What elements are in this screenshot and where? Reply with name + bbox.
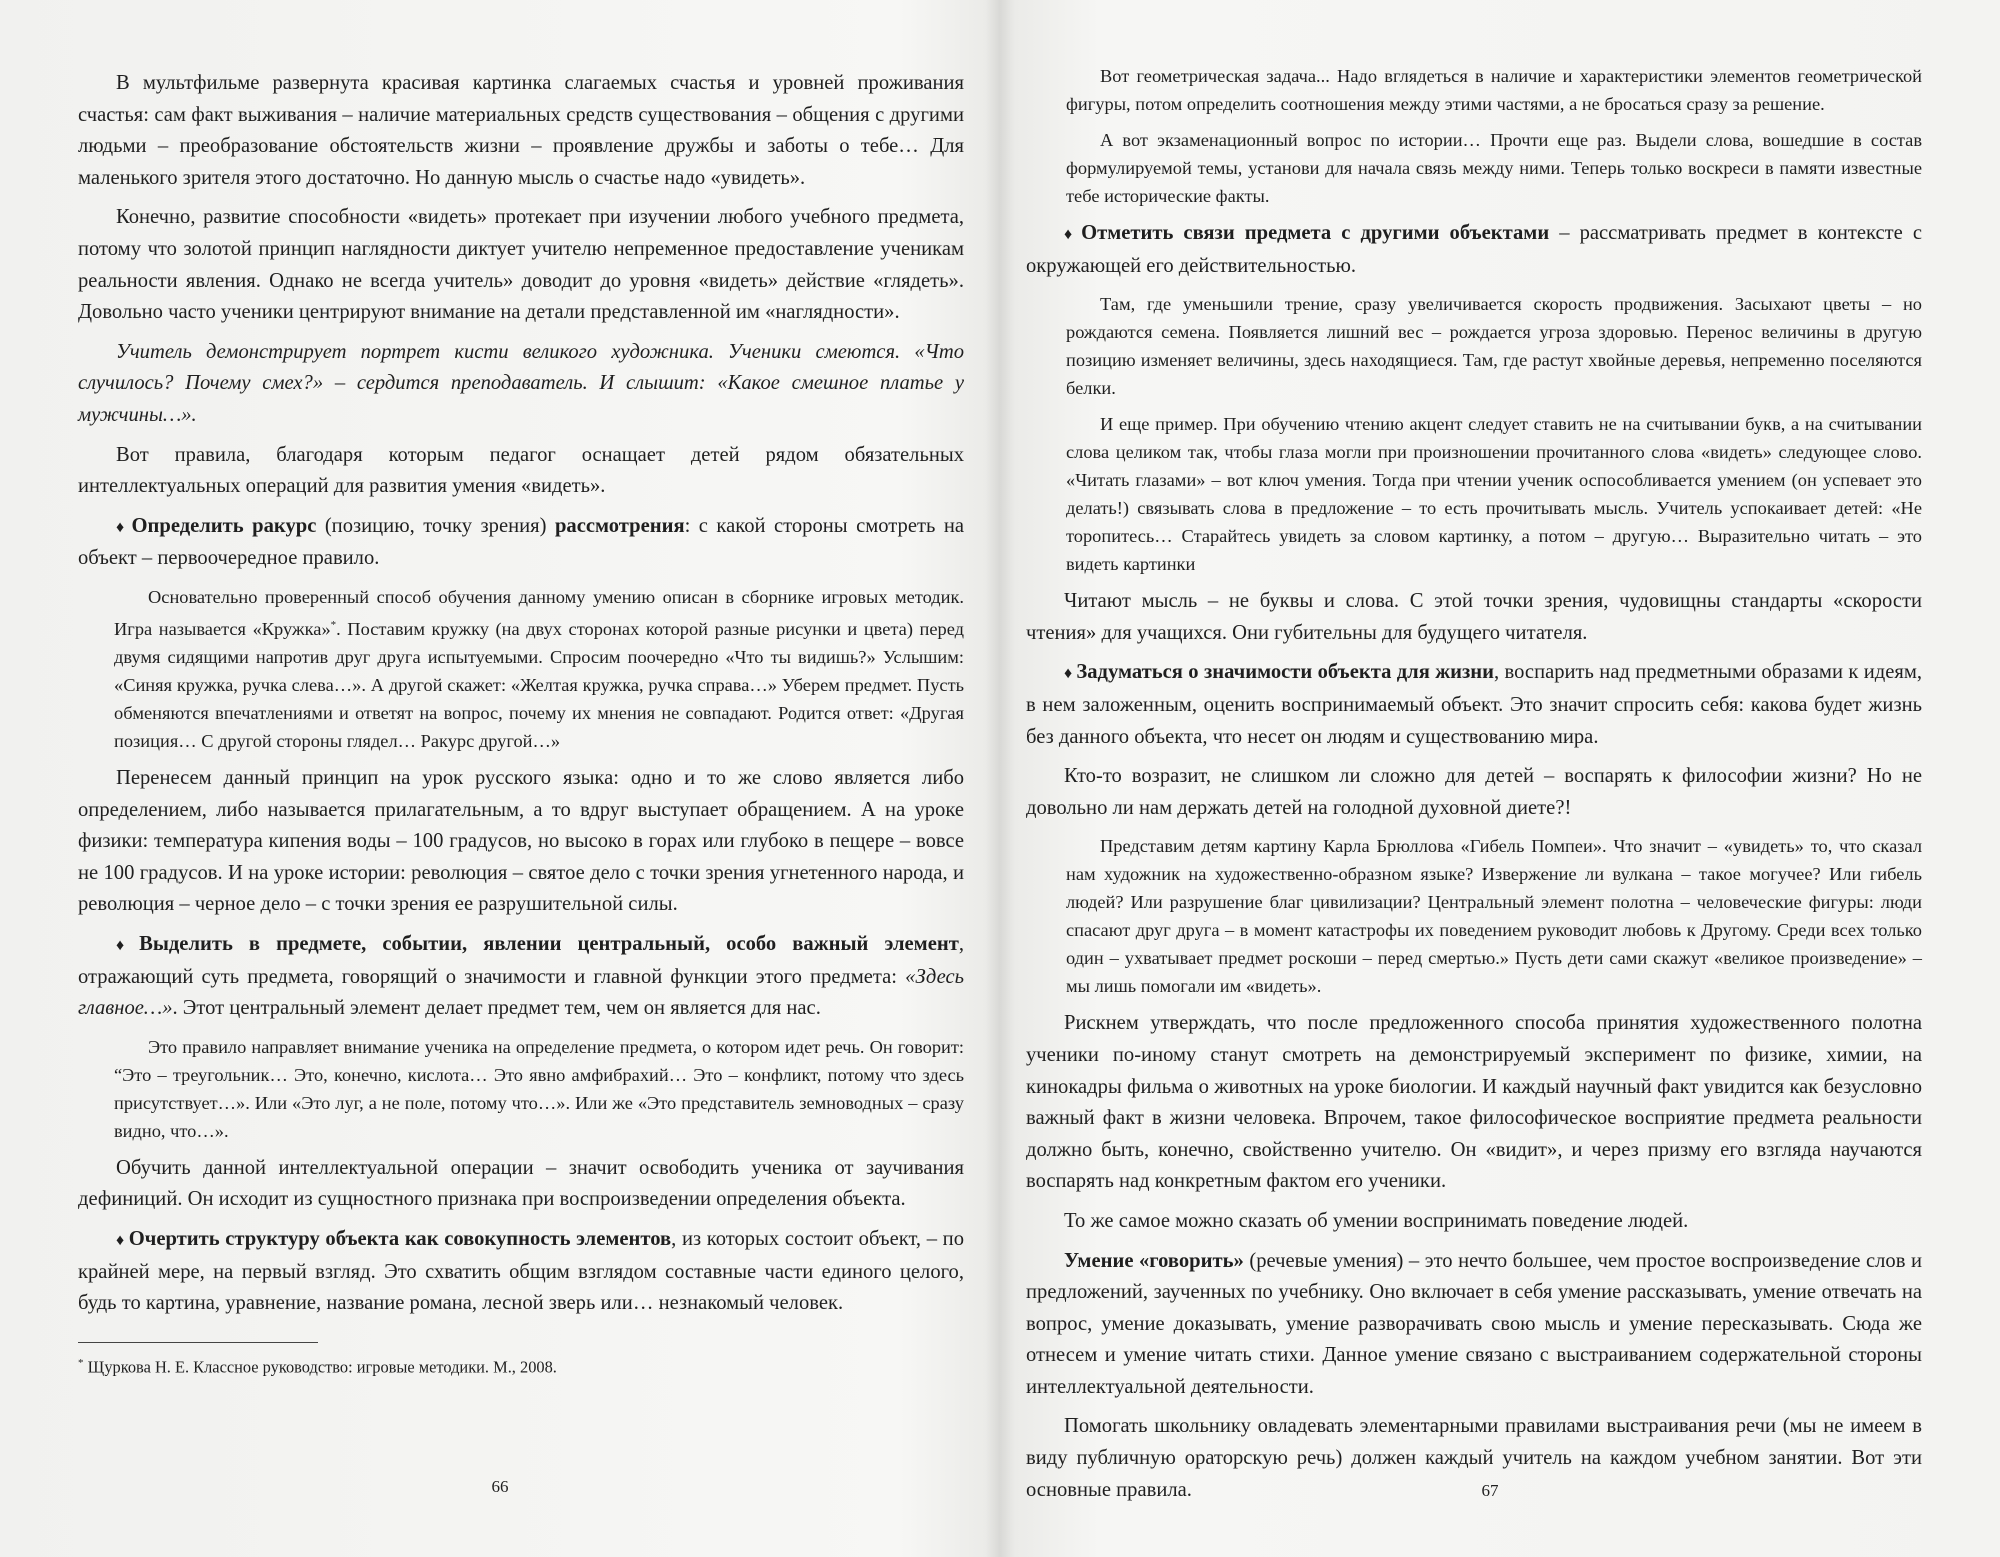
- rule-viewpoint-title-b: рассмотрения: [554, 514, 685, 537]
- paragraph-definitions: Обучить данной интеллектуальной операции – значит освободить ученика от заучивания дефиниций. Он исходит из сущностного признака при воспроизведении определения объекта.: [78, 1156, 964, 1211]
- paragraph-philosophy: Кто-то возразит, не слишком ли сложно для детей – воспарять к философии жизни? Но не довольно ли нам держать детей на голодной духовной диете?!: [1026, 765, 1922, 819]
- speaking-skill-text: (речевые умения) – это нечто большее, чем простое воспроизведение слов и предложений, заученных по учебнику. Оно включает в себя умение рассказывать, умение отвечать на вопрос, умение доказывать, умение разворачивать свою мысль и умение пересказывать. Сюда же отнесем и умение читать стихи. Данное умение связано с выстраиванием содержательной стороны интеллектуальной деятельности.: [1026, 1249, 1922, 1398]
- example-friction: Там, где уменьшили трение, сразу увеличивается скорость продвижения. Засыхают цветы – но рождаются семена. Появляется лишний вес – рождается угроза здоровью. Перенос величины в другую позицию изменяет величины, здесь находящиеся. Там, где растут хвойные деревья, непременно поселяются белки.: [1066, 294, 1922, 399]
- paragraph-ability-to-see: Конечно, развитие способности «видеть» протекает при изучении любого учебного предмета, потому что золотой принцип наглядности диктует учителю непременное предоставление ученикам реальности явления. Однако не всегда учитель» доводит до уровня «видеть» действие «глядеть». Довольно часто ученики центрируют внимание на детали представленной им «наглядности».: [78, 206, 964, 324]
- rule-central-element: [78, 929, 964, 1025]
- example-mug-game-b: . Поставим кружку (на двух сторонах которой разные рисунки и цвета) перед двумя сидящими напротив друг друга испытуемыми. Спросим поочередно «Что ты видишь?» Услышим: «Синяя кружка, ручка слева…». А другой скажет: «Желтая кружка, ручка справа…» Уберем предмет. Пусть обменяются впечатлениями и ответят на вопрос, почему их мнения не совпадают. Родится ответ: «Другая позиция… С другой стороны глядел… Ракурс другой…»: [114, 619, 964, 752]
- rule-central-element-end: . Этот центральный элемент делает предмет тем, чем он является для нас.: [172, 997, 821, 1020]
- footnote: [78, 1351, 964, 1379]
- rule-structure-title: Очертить структуру объекта как совокупность элементов: [128, 1227, 672, 1250]
- rule-viewpoint-text: : с какой стороны смотреть на объект – первоочередное правило.: [78, 514, 964, 570]
- paragraph-portrait-example: Учитель демонстрирует портрет кисти великого художника. Ученики смеются. «Что случилось? Почему смех?» – сердится преподаватель. И слышит: «Какое смешное платье у мужчины…».: [78, 340, 964, 426]
- paragraph-rules-intro: Вот правила, благодаря которым педагог оснащает детей рядом обязательных интеллектуальных операций для развития умения «видеть».: [78, 443, 964, 498]
- paragraph-reading-speed: Читают мысль – не буквы и слова. С этой точки зрения, чудовищны стандарты «скорости чтения» для учащихся. Они губительны для будущего читателя.: [1026, 590, 1922, 644]
- rule-viewpoint-mid: (позицию, точку зрения): [316, 514, 555, 537]
- speaking-skill-title: Умение «говорить»: [1064, 1249, 1244, 1272]
- footnote-marker: *: [330, 618, 337, 631]
- bullet-icon: ♦: [116, 1231, 125, 1249]
- example-geometry: Вот геометрическая задача... Надо вглядеться в наличие и характеристики элементов геометрической фигуры, потом определить соотношения между этими частями, а не бросаться сразу за решение.: [1066, 66, 1922, 114]
- rule-central-element-title: Выделить в предмете, событии, явлении центральный, особо важный элемент: [139, 933, 959, 955]
- paragraph-happiness: В мультфильме развернута красивая картинка слагаемых счастья и уровней проживания счастья: сам факт выживания – наличие материальных средств существования – общения с другими людьми – преобразование обстоятельств жизни – проявление дружбы и заботы о тебе… Для маленького зрителя этого достаточно. Но данную мысль о счастье надо «увидеть».: [78, 72, 964, 189]
- rule-viewpoint-title-a: Определить ракурс: [131, 514, 317, 537]
- footnote-mark: *: [78, 1356, 84, 1369]
- paragraph-speaking-skill: [1026, 1246, 1922, 1404]
- page-number-left: 66: [491, 1477, 509, 1496]
- page-number-right: 67: [1481, 1481, 1499, 1500]
- rule-structure-text: , из которых состоит объект, – по крайней мере, на первый взгляд. Это схватить общим взглядом составные части единого целого, будь то картина, уравнение, название романа, лесной зверь или… незнакомый человек.: [78, 1227, 964, 1315]
- bullet-icon: ♦: [1064, 226, 1078, 243]
- rule-connections: [1026, 218, 1922, 282]
- rule-structure: [78, 1224, 964, 1320]
- footnote-divider: [78, 1342, 318, 1343]
- rule-significance-text: , воспарить над предметными образами к идеям, в нем заложенным, оценить воспринимаемый объект. Это значит спросить себя: какова будет жизнь без данного объекта, что несет он людям и существованию мира.: [1026, 661, 1922, 748]
- rule-significance-title: Задуматься о значимости объекта для жизни: [1076, 661, 1495, 684]
- paragraph-speech-rules: Помогать школьнику овладевать элементарными правилами выстраивания речи (мы не имеем в виду публичную ораторскую речь) должен каждый учитель на каждом учебном занятии. Вот эти основные правила.: [1026, 1415, 1922, 1501]
- example-history: А вот экзаменационный вопрос по истории… Прочти еще раз. Выдели слова, вошедшие в состав формулируемой темы, установи для начала связь между ними. Теперь только воскреси в памяти известные тебе исторические факты.: [1066, 130, 1922, 206]
- example-mug-game-a: Основательно проверенный способ обучения данному умению описан в сборнике игровых методик. Игра называется «Кружка»: [114, 586, 964, 640]
- footnote-text: Щуркова Н. Е. Классное руководство: игровые методики. М., 2008.: [83, 1357, 557, 1377]
- bullet-icon: ♦: [1064, 665, 1073, 683]
- bullet-icon: ♦: [116, 937, 136, 954]
- rule-connections-text: – рассматривать предмет в контексте с окружающей его действительностью.: [1026, 222, 1922, 277]
- paragraph-transfer-principle: Перенесем данный принцип на урок русского языка: одно и то же слово является либо определением, либо называется прилагательным, а то вдруг выступает обращением. А на уроке физики: температура кипения воды – 100 градусов, но высоко в горах или глубоко в пещере – вовсе не 100 градусов. И на уроке истории: революция – святое дело с точки зрения угнетенного народа, и революция – черное дело – с точки зрения ее разрушительной силы.: [78, 767, 964, 916]
- right-page: [1000, 0, 2000, 1557]
- example-pompeii: Представим детям картину Карла Брюллова «Гибель Помпеи». Что значит – «увидеть» то, что сказал нам художник на художественно-образном языке? Извержение ли вулкана – такое могучее? Или гибель людей? Или разрушение благ цивилизации? Центральный элемент полотна – человеческие фигуры: люди спасают друг друга – в момент катастрофы их поведением руководит любовь к Другому. Среди всех только один – ухватывает предмет роскоши – перед смертью.» Пусть дети сами скажут «великое произведение» – мы лишь помогали им «видеть».: [1066, 836, 1922, 997]
- rule-viewpoint: [78, 511, 964, 575]
- rule-central-element-text: , отражающий суть предмета, говорящий о значимости и главной функции этого предмета:: [78, 933, 964, 988]
- paragraph-perception: Рискнем утверждать, что после предложенного способа принятия художественного полотна ученики по-иному станут смотреть на демонстрируемый эксперимент по физике, химии, на кинокадры фильма о животных на уроке биологии. И каждый научный факт увидится как безусловно важный факт в жизни человека. Впрочем, такое философическое восприятие предмета реальности должно быть, конечно, свойственно учителю. Он «видит», и через призму его взгляда научаются воспарять над конкретным фактом его ученики.: [1026, 1012, 1922, 1193]
- example-definition: Это правило направляет внимание ученика на определение предмета, о котором идет речь. Он говорит: “Это – треугольник… Это, конечно, кислота… Это явно амфибрахий… Это – конфликт, потому что здесь присутствует…». Или «Это луг, а не поле, потому что…». Или же «Это представитель земноводных – сразу видно, что…».: [114, 1036, 964, 1141]
- rule-connections-title: Отметить связи предмета с другими объектами: [1081, 222, 1550, 244]
- rule-central-element-italic: «Здесь главное…»: [78, 965, 964, 1020]
- bullet-icon: ♦: [116, 518, 128, 536]
- paragraph-behavior: То же самое можно сказать об умении воспринимать поведение людей.: [1064, 1209, 1689, 1232]
- example-reading: И еще пример. При обучению чтению акцент следует ставить не на считывании букв, а на считывании слова целиком так, чтобы глаза могли при произношении прочитанного слова «видеть» следующее слово. «Читать глазами» – вот ключ умения. Тогда при чтении ученик оспособливается умением (он успевает это делать!) связывать слова в предложение – то есть прочитывать мысль. Учитель успокаивает детей: «Не торопитесь… Старайтесь увидеть за словом картинку, а потом – другую… Выразительно читать – это видеть картинки: [1066, 414, 1922, 575]
- rule-significance: [1026, 657, 1922, 753]
- example-mug-game: [78, 583, 964, 755]
